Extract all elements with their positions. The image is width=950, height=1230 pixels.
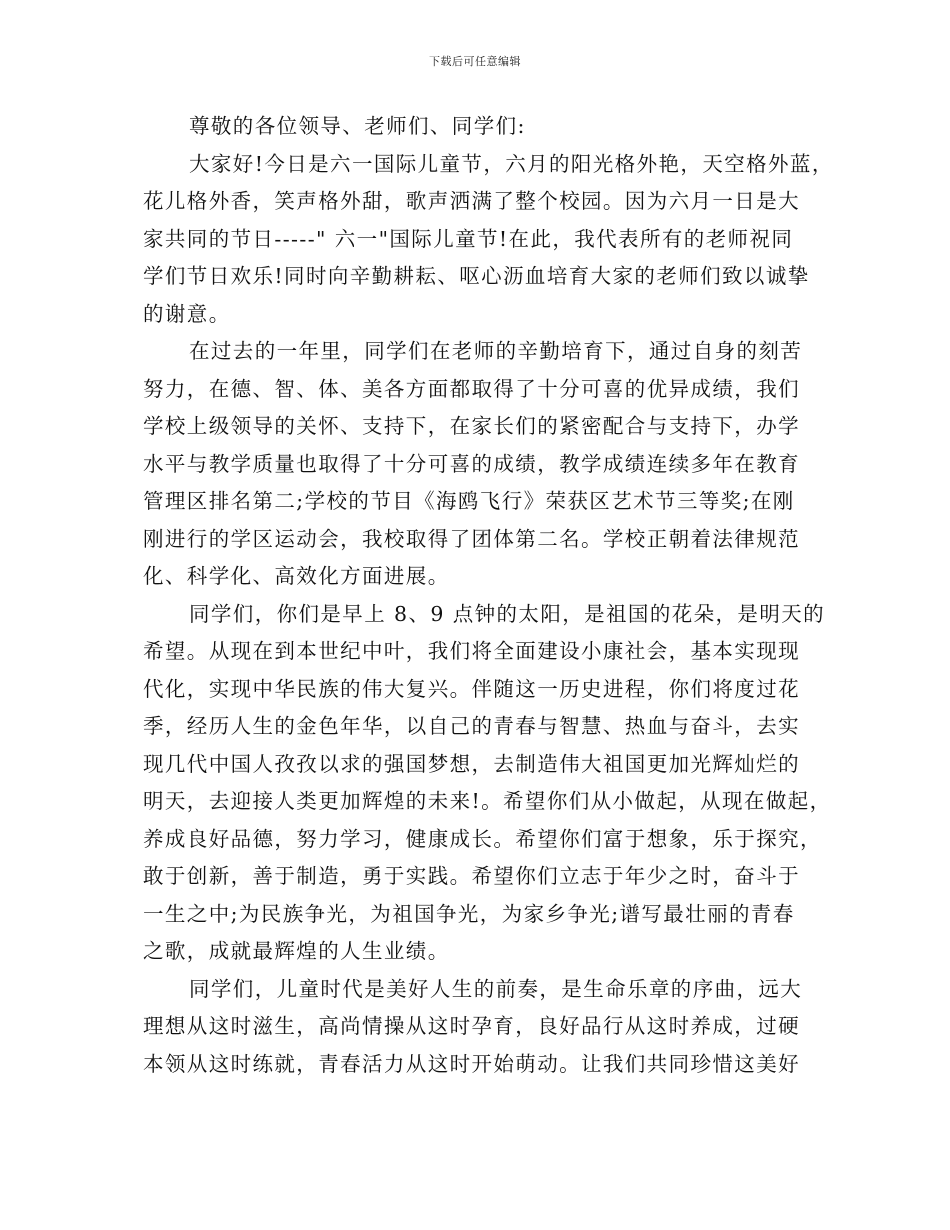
text-line: 尊敬的各位领导、老师们、同学们: xyxy=(189,114,526,138)
text-line: 的谢意。 xyxy=(143,301,231,326)
text-line: 同学们，儿童时代是美好人生的前奏，是生命乐章的序曲，远大 xyxy=(189,976,803,1001)
text-line: 在过去的一年里，同学们在老师的辛勤培育下，通过自身的刻苦 xyxy=(189,339,803,363)
text-line: 化、科学化、高效化方面进展。 xyxy=(143,564,450,588)
text-line: 理想从这时滋生，高尚情操从这时孕育，良好品行从这时养成，过硬 xyxy=(143,1014,800,1038)
text-line: 水平与教学质量也取得了十分可喜的成绩，教学成绩连续多年在教育 xyxy=(143,451,800,476)
text-line: 管理区排名第二;学校的节目《海鸥飞行》荣获区艺术节三等奖;在刚 xyxy=(143,489,795,513)
text-line: 养成良好品德，努力学习，健康成长。希望你们富于想象，乐于探究， xyxy=(143,826,822,851)
text-line: 之歌，成就最辉煌的人生业绩。 xyxy=(143,939,450,963)
text-line: 家共同的节日-----" 六一"国际儿童节!在此，我代表所有的老师祝同 xyxy=(143,226,794,251)
text-line: 刚进行的学区运动会，我校取得了团体第二名。学校正朝着法律规范 xyxy=(143,526,800,551)
text-line: 敢于创新，善于制造，勇于实践。希望你们立志于年少之时，奋斗于 xyxy=(143,864,800,888)
document-body xyxy=(143,108,834,1083)
text-line: 季，经历人生的金色年华，以自己的青春与智慧、热血与奋斗，去实 xyxy=(143,714,800,738)
text-line: 希望。从现在到本世纪中叶，我们将全面建设小康社会，基本实现现 xyxy=(143,639,800,663)
text-line: 努力，在德、智、体、美各方面都取得了十分可喜的优异成绩，我们 xyxy=(143,376,800,401)
text-line: 花儿格外香，笑声格外甜，歌声洒满了整个校园。因为六月一日是大 xyxy=(143,189,800,213)
page-header-note: 下载后可任意编辑 xyxy=(429,55,521,68)
text-line: 一生之中;为民族争光，为祖国争光，为家乡争光;谱写最壮丽的青春 xyxy=(143,901,795,926)
text-line: 现几代中国人孜孜以求的强国梦想，去制造伟大祖国更加光辉灿烂的 xyxy=(143,751,800,776)
text-line: 本领从这时练就，青春活力从这时开始萌动。让我们共同珍惜这美好 xyxy=(143,1051,800,1076)
text-line: 学们节日欢乐!同时向辛勤耕耘、呕心沥血培育大家的老师们致以诚挚 xyxy=(143,264,810,288)
text-line: 同学们，你们是早上 8、9 点钟的太阳，是祖国的花朵，是明天的 xyxy=(189,601,826,626)
text-line: 大家好!今日是六一国际儿童节，六月的阳光格外艳，天空格外蓝， xyxy=(189,151,834,176)
text-line: 明天，去迎接人类更加辉煌的未来!。希望你们从小做起，从现在做起， xyxy=(143,789,832,813)
text-line: 代化，实现中华民族的伟大复兴。伴随这一历史进程，你们将度过花 xyxy=(143,676,800,701)
text-line: 学校上级领导的关怀、支持下，在家长们的紧密配合与支持下，办学 xyxy=(143,414,800,438)
